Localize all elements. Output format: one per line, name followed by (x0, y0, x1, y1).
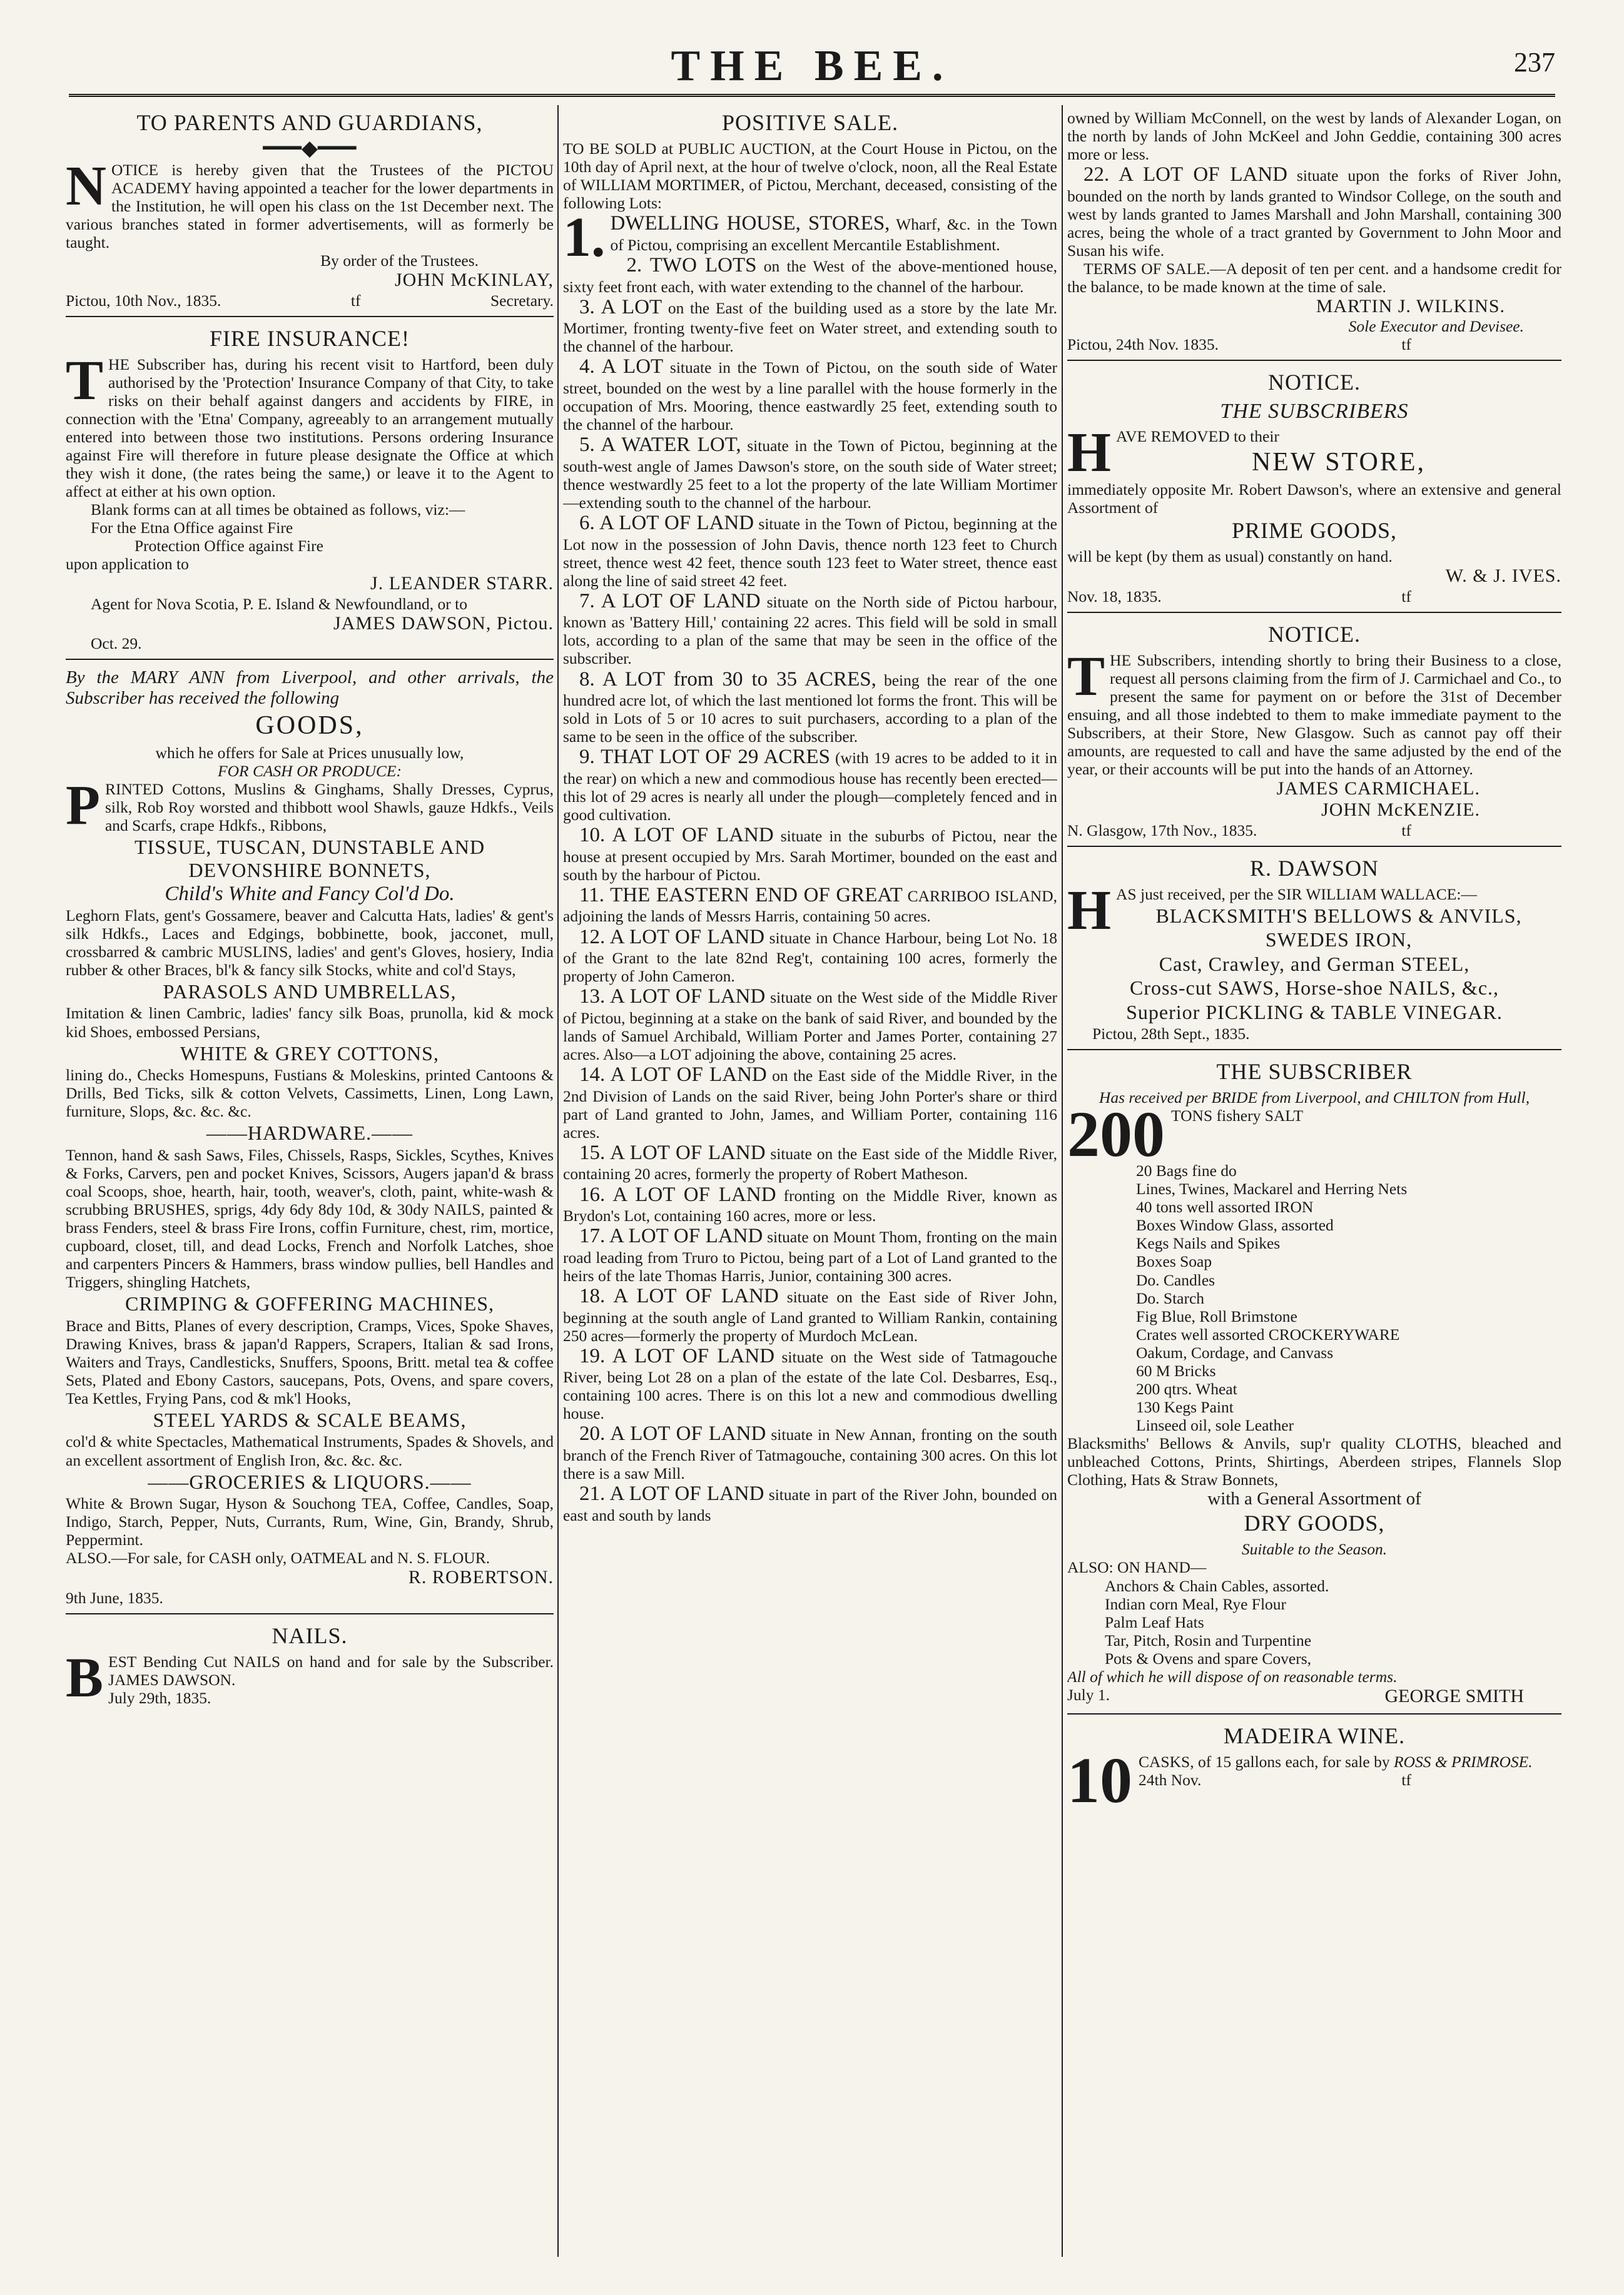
ad-terms: FOR CASH OR PRODUCE: (218, 761, 402, 780)
ad-sale-continued (1067, 105, 1561, 361)
ad-positive-sale (563, 105, 1057, 1531)
ad-body: lining do., Checks Homespuns, Fustians & Moleskins, printed Cantoons & Drills, Bed Ticks, silk & cotton Velvets, Cassimetts, Linen, Long Lawn, furniture, Slops, &c. &c. &c. (66, 1066, 554, 1121)
lot-body: fronting on the Middle River, known as Brydon's Lot, containing 160 acres, more or less. (563, 1186, 1057, 1225)
ad-date: Nov. 18, 1835. (1067, 587, 1162, 605)
lot-heading: 19. A LOT OF LAND (579, 1344, 775, 1367)
ad-intro: TO BE SOLD at PUBLIC AUCTION, at the Court House in Pictou, on the 10th day of April next, at the hour of twelve o'clock, noon, all the Real Estate of WILLIAM MORTIMER, of Pictou, Merchant, deceased, consisting of the following Lots: (563, 139, 1057, 213)
lot-body: situate upon the forks of River John, bounded on the north by lands granted to Windsor College, on the south and west by lands granted to James Marshall and John Marshall, containing 300 acres, being the whole of a tract granted by Government to John Moor and Susan his wife. (1067, 166, 1561, 260)
list-item: Lines, Twines, Mackarel and Herring Nets (1136, 1180, 1408, 1198)
list-item: Fig Blue, Roll Brimstone (1136, 1307, 1297, 1325)
ad-title: NAILS. (272, 1623, 348, 1648)
ad-item: BLACKSMITH'S BELLOWS & ANVILS, (1155, 904, 1522, 927)
lot-body: situate on the West side of Tatmagouche River, being Lot 28 on a plan of the estate of the late Col. Desbarres, Esq., containing 100 acres. There is on this lot a new and commodious dwelling house. (563, 1347, 1057, 1423)
ad-subhead: TISSUE, TUSCAN, DUNSTABLE AND DEVONSHIRE BONNETS, (134, 836, 485, 881)
ad-footer (1139, 1771, 1561, 1789)
ad-subhead: STEEL YARDS & SCALE BEAMS, (153, 1409, 467, 1432)
list-item: Linseed oil, sole Leather (1136, 1416, 1294, 1435)
lot-entry (563, 296, 1057, 356)
large-numeral: 10 (1067, 1745, 1132, 1817)
ad-item: SWEDES IRON, (1265, 928, 1413, 951)
lot-heading: 6. A LOT OF LAND (579, 511, 754, 534)
lot-heading: 12. A LOT OF LAND (579, 925, 765, 948)
ad-signer: R. ROBERTSON. (408, 1567, 554, 1588)
lot-heading: 18. A LOT OF LAND (579, 1284, 779, 1307)
ad-footer (66, 291, 554, 310)
lot-body: situate in the suburbs of Pictou, near the house at present occupied by Mrs. Sarah Mortimer, bounded on the east and south by the harbour of Pictou. (563, 827, 1057, 884)
drop-cap: B (66, 1646, 104, 1709)
lot-body: CARRIBOO ISLAND, adjoining the lands of Messrs Harris, containing 50 acres. (563, 886, 1057, 926)
ad-body: will be kept (by them as usual) constantly on hand. (1067, 547, 1393, 566)
ad-title: MADEIRA WINE. (1223, 1723, 1406, 1749)
ad-subhead: WHITE & GREY COTTONS, (180, 1041, 439, 1065)
list-item: Do. Candles (1136, 1270, 1215, 1289)
lot-body: situate in Chance Harbour, being Lot No. 18 of the Grant to the late 82nd Reg't, containing 100 acres, formerly the property of John Cameron. (563, 928, 1057, 986)
ad-terms: TERMS OF SALE.—A deposit of ten per cent. and a handsome credit for the balance, to be made known at the time of sale. (1067, 260, 1561, 296)
lot-heading: 10. A LOT OF LAND (579, 824, 774, 847)
page-number: 237 (1514, 47, 1555, 78)
ad-signer: J. LEANDER STARR. (370, 573, 554, 594)
lot-entry (563, 668, 1057, 746)
lot-heading: 15. A LOT OF LAND (579, 1141, 766, 1164)
lot-heading: 11. THE EASTERN END OF GREAT (579, 883, 903, 906)
ad-also: ALSO: ON HAND— (1067, 1558, 1207, 1577)
tf-mark: tf (1401, 1771, 1411, 1790)
ad-agent-line: Agent for Nova Scotia, P. E. Island & Newfoundland, or to (91, 594, 467, 613)
lot-entry (563, 590, 1057, 668)
ad-body: col'd & white Spectacles, Mathematical Instruments, Spades & Shovels, and an excellent assortment of English Iron, &c. &c. &c. (66, 1432, 554, 1469)
drop-cap: H (1067, 422, 1112, 484)
lot-heading: 20. A LOT OF LAND (579, 1422, 766, 1446)
ad-body: Brace and Bitts, Planes of every description, Cramps, Vices, Spoke Shaves, Drawing Knives, brass & japan'd Rappers, Scrapers, Italian & sad Irons, Waiters and Trays, Candlesticks, Snuffers, Spoons, Britt. metal tea & coffee Sets, Plated and Ebony Castors, saucepans, Pots, Ovens, and spare covers, Tea Kettles, Frying Pans, cod & mk'l Hooks, (66, 1316, 554, 1407)
ad-nails (66, 1618, 554, 1713)
ad-body: Tennon, hand & sash Saws, Files, Chissels, Rasps, Sickles, Scythes, Knives & Forks, Carvers, pen and pocket Knives, Scissors, Augers japan'd & brass coal Scoops, shoe, hearth, hair, tooth, weaver's, cloth, paint, white-wash & scrubbing BRUSHES, sprigs, 4dy 6dy 8dy 10d, & 30dy NAILS, painted & brass Fenders, steel & brass Fire Irons, coffin Furniture, chest, rim, mortice, cupboard, closet, till, and dead Locks, French and Norfolk Latches, shoe and carpenters Pincers & Hammers, brass window pullies, bell Handles and Triggers, shingling Hatchets, (66, 1145, 554, 1292)
ad-body: Imitation & linen Cambric, ladies' fancy silk Boas, prunolla, kid & mock kid Shoes, embossed Persians, (66, 1004, 554, 1041)
ad-subhead-italic: Child's White and Fancy Col'd Do. (165, 883, 455, 906)
ad-line: Protection Office against Fire (134, 537, 323, 555)
lot-entry (563, 926, 1057, 986)
ad-body: OTICE is hereby given that the Trustees of the PICTOU ACADEMY having appointed a teacher for the lower departments in the Institution, he will open his class on the 1st December next. The various branches stated in former advertisements, will as formerly be taught. (66, 161, 554, 252)
lot-heading: 21. A LOT OF LAND (579, 1482, 764, 1506)
column-middle (563, 105, 1057, 2257)
ad-intro: Has received per BRIDE from Liverpool, and CHILTON from Hull, (1099, 1088, 1530, 1107)
tf-mark: tf (350, 291, 361, 310)
lot-body: situate in New Annan, fronting on the south branch of the French River of Tatmagouche, containing 300 acres. On this lot there is a saw Mill. (563, 1426, 1057, 1483)
ad-also: ALSO.—For sale, for CASH only, OATMEAL and N. S. FLOUR. (66, 1549, 490, 1568)
ad-subhead: ——HARDWARE.—— (206, 1122, 414, 1145)
ad-title: POSITIVE SALE. (722, 110, 898, 135)
tf-mark: tf (1401, 821, 1411, 839)
drop-cap: P (66, 774, 100, 837)
ad-body: AVE REMOVED to their (1116, 427, 1279, 446)
lot-entry (563, 884, 1057, 926)
ad-line: For the Etna Office against Fire (91, 519, 293, 537)
ad-item: TONS fishery SALT (1171, 1107, 1304, 1125)
lot-entry (563, 1422, 1057, 1482)
ad-date: Pictou, 28th Sept., 1835. (1092, 1025, 1250, 1043)
lot-heading: 5. A WATER LOT, (579, 433, 741, 457)
ad-signer: JAMES DAWSON, Pictou. (333, 612, 554, 634)
ad-item: Superior PICKLING & TABLE VINEGAR. (1126, 1000, 1503, 1023)
lot-body: situate in part of the River John, bounded on east and south by lands (563, 1486, 1057, 1524)
masthead-title: THE BEE. (671, 42, 953, 90)
lot-heading: 8. A LOT from 30 to 35 ACRES, (579, 667, 876, 691)
ad-date: Pictou, 24th Nov. 1835. (1067, 335, 1219, 354)
ad-carmichael-notice (1067, 617, 1561, 847)
lot-body: on the East side of the Middle River, in the 2nd Division of Lands on the said River, being John Porter's share or third part of Land granted to John, James, and William Porter, containing 116 acres. (563, 1066, 1057, 1142)
list-item: Crates well assorted CROCKERYWARE (1136, 1325, 1400, 1344)
ad-blank-forms: Blank forms can at all times be obtained as follows, viz:— (91, 500, 465, 519)
ad-body: immediately opposite Mr. Robert Dawson's, where an extensive and general Assortment of (1067, 480, 1561, 517)
lot-entry (563, 1482, 1057, 1524)
list-item: 130 Kegs Paint (1136, 1397, 1234, 1416)
lot-body: situate on Mount Thom, fronting on the main road leading from Truro to Pictou, being part of a Lot of Land granted to the heirs of the late Thomas Harris, Junior, containing 300 acres. (563, 1228, 1057, 1285)
ad-signer: W. & J. IVES. (1445, 565, 1561, 587)
ad-madeira-wine (1067, 1718, 1561, 1817)
list-item: Pots & Ovens and spare Covers, (1105, 1649, 1312, 1668)
lot-body: on the West of the above-mentioned house, sixty feet front each, with water extending to the channel of the harbour. (563, 256, 1057, 296)
lot-entry (563, 1142, 1057, 1183)
list-item: Kegs Nails and Spikes (1136, 1234, 1281, 1253)
lot-heading: 7. A LOT OF LAND (579, 589, 761, 612)
lot-body: (with 19 acres to be added to it in the rear) on which a new and commodious house has recently been erected—this lot of 29 acres is nearly all under the plough—completely fenced and in good cultivation. (563, 749, 1057, 824)
ad-signer: JOHN McKINLAY, (394, 270, 554, 291)
lot-body: situate in the Town of Pictou, on the south side of Water street, bounded on the west by a line parallel with the house formerly in the occupation of Mrs. Mooring, thence eastwardly 25 feet, extending south to the channel of the harbour. (563, 358, 1057, 434)
drop-cap: T (1067, 645, 1105, 707)
list-item: Indian corn Meal, Rye Flour (1105, 1594, 1287, 1613)
ad-footer (1067, 335, 1561, 353)
ad-date: Pictou, 10th Nov., 1835. (66, 291, 221, 310)
ad-footer (1067, 1686, 1561, 1707)
lot-entry (563, 1225, 1057, 1285)
ad-subhead: CRIMPING & GOFFERING MACHINES, (124, 1292, 495, 1315)
lot-heading: 9. THAT LOT OF 29 ACRES (579, 746, 830, 769)
ad-signer: JAMES DAWSON. (108, 1670, 236, 1689)
drop-cap: T (66, 349, 104, 412)
ad-body: HE Subscribers, intending shortly to bring their Business to a close, request all persons claiming from the firm of J. Carmichael and Co., to present the same for payment on or before the 31st of December ensuing, and all those indebted to them to make immediate payment to the Subscribers, at their Store, New Glasgow. Such as cannot pay off their amounts, are requested to call and have the same adjusted by the end of the year, or their accounts will be put into the hands of an Attorney. (1067, 651, 1561, 779)
lot-entry (563, 1285, 1057, 1345)
lot-body: situate on the West side of the Middle River of Pictou, beginning at a stake on the bank of said River, and bounded by the lands of Samuel Archibald, William Porter and James Porter, containing 27 acres. Also—a LOT adjoining the above, containing 25 acres. (563, 988, 1057, 1064)
ad-body: owned by William McConnell, on the west by lands of Alexander Logan, on the north by lands of John McKeel and John Geddie, containing 300 acres more or less. (1067, 109, 1561, 164)
list-item: Oakum, Cordage, and Canvass (1136, 1343, 1334, 1362)
ad-signer-role: Sole Executor and Devisee. (1348, 317, 1524, 336)
drop-cap: N (66, 155, 106, 218)
lot-entry (563, 254, 1057, 296)
ad-signer: ROSS & PRIMROSE. (1393, 1753, 1533, 1771)
ad-title: R. DAWSON (1249, 855, 1379, 881)
list-item: Anchors & Chain Cables, assorted. (1105, 1576, 1329, 1595)
ad-subhead: PARASOLS AND UMBRELLAS, (163, 980, 457, 1003)
ad-date: 24th Nov. (1139, 1771, 1202, 1790)
ad-body: RINTED Cottons, Muslins & Ginghams, Shally Dresses, Cyprus, silk, Rob Roy worsted and thibbott wool Shawls, gauze Hdkfs., Veils and Scarfs, crape Hdkfs., Ribbons, (104, 780, 554, 835)
list-item: Boxes Window Glass, assorted (1136, 1216, 1334, 1235)
column-rule (1062, 105, 1063, 2257)
ad-footer (1067, 821, 1561, 839)
column-left (66, 105, 554, 2257)
ad-heading: GOODS, (255, 711, 364, 741)
ad-body: AS just received, per the SIR WILLIAM WALLACE:— (1116, 884, 1477, 903)
lot-entry (563, 1063, 1057, 1142)
list-item: Tar, Pitch, Rosin and Turpentine (1105, 1631, 1312, 1649)
ad-fire-insurance (66, 321, 554, 660)
ad-dawson (1067, 851, 1561, 1051)
lot-entry (563, 433, 1057, 512)
lot-body: situate on the East side of River John, beginning at the south angle of Land granted to William Rankin, containing 250 acres—formerly the property of Murdoch McLean. (563, 1287, 1057, 1345)
ad-george-smith (1067, 1054, 1561, 1715)
list-item: Palm Leaf Hats (1105, 1613, 1204, 1631)
ornament-rule: ━━━◆━━━ (263, 137, 357, 161)
lot-entry (563, 1345, 1057, 1423)
lot-entry (563, 824, 1057, 884)
ad-body: HE Subscriber has, during his recent visit to Hartford, been duly authorised by the 'Protection' Insurance Company of that City, to take risks on their behalf against dangers and accidents by FIRE, in connection with the 'Etna' Company, agreeably to an arrangement mutually entered into between those two institutions. Persons ordering Insurance against Fire will therefore in future please designate the Office at which they wish it done, (the rates being the same,) or leave it to the Agent to affect at either at his own option. (66, 355, 554, 501)
lot-entry (563, 746, 1057, 824)
lot-body: on the East of the building used as a store by the late Mr. Mortimer, fronting twenty-five feet on Water street, and extending south to the channel of the harbour. (563, 298, 1057, 356)
ad-title: NOTICE. (1268, 370, 1361, 395)
lot-heading: 2. TWO LOTS (626, 253, 757, 276)
lot-heading: 16. A LOT OF LAND (579, 1183, 776, 1206)
lot-body: situate in the Town of Pictou, beginning at the Lot now in the possession of John Davis, thence north 123 feet to Church street, thence west 42 feet, thence south 123 feet to Water street, thence east along the line of said street 42 feet. (563, 514, 1057, 590)
tf-mark: tf (1401, 587, 1411, 605)
ad-title: NOTICE. (1268, 621, 1361, 647)
ad-date: July 29th, 1835. (108, 1688, 211, 1707)
also-list (1067, 1577, 1561, 1668)
ad-item: Cast, Crawley, and German STEEL, (1159, 952, 1470, 975)
drop-cap: H (1067, 879, 1112, 941)
drop-cap: 1. (563, 206, 606, 269)
lot-heading: 17. A LOT OF LAND (579, 1225, 763, 1248)
ad-closing: All of which he will dispose of on reasonable terms. (1067, 1667, 1398, 1686)
ad-goods (66, 664, 554, 1614)
ad-title: THE SUBSCRIBER (1216, 1059, 1413, 1085)
ad-body: CASKS, of 15 gallons each, for sale by (1139, 1753, 1390, 1771)
lot-body: situate in the Town of Pictou, beginning at the south-west angle of James Dawson's store, on the south side of Water street; thence westwardly 25 feet to a lot the property of the late William Mortimer—extending south to the channel of the harbour. (563, 437, 1057, 512)
ad-date: Oct. 29. (91, 634, 142, 652)
lot-heading: 22. A LOT OF LAND (1084, 163, 1287, 186)
ad-title: TO PARENTS AND GUARDIANS, (136, 110, 483, 135)
ad-heading: NEW STORE, (1251, 448, 1426, 477)
ad-intro: By the MARY ANN from Liverpool, and other arrivals, the Subscriber has received the following (66, 667, 554, 708)
lot-entry (563, 985, 1057, 1063)
list-item: Boxes Soap (1136, 1252, 1212, 1271)
lot-entry (563, 355, 1057, 433)
list-item: Do. Starch (1136, 1289, 1205, 1307)
ad-heading: PRIME GOODS, (1231, 518, 1398, 544)
ad-signer: JOHN McKENZIE. (1321, 799, 1480, 821)
item-list (1067, 1162, 1561, 1434)
ad-signer: JAMES CARMICHAEL. (1276, 778, 1480, 799)
lot-heading: 13. A LOT OF LAND (579, 985, 766, 1008)
lot-body: Wharf, &c. in the Town of Pictou, comprising an excellent Mercantile Establishment. (610, 215, 1057, 254)
ad-signer: GEORGE SMITH (1384, 1685, 1524, 1706)
lot-heading: 3. A LOT (579, 295, 662, 318)
lot-body: being the rear of the one hundred acre lot, of which the last mentioned lot forms the front. This will be sold in Lots of 5 or 10 acres to suit purchasers, according to a plan of the same to be seen in the office of the subscriber. (563, 671, 1057, 746)
lot-heading: 4. A LOT (579, 355, 664, 378)
ad-body: Leghorn Flats, gent's Gossamere, beaver and Calcutta Hats, ladies' & gent's silk Hdkfs., Laces and Edgings, bobbinette, book, jacconet, mull, crossbarred & cambric MUSLINS, ladies' and gent's Gloves, hosiery, India rubber & other Braces, bl'k & fancy silk Stocks, white and col'd Stays, (66, 906, 554, 979)
ad-line: upon application to (66, 555, 189, 574)
column-rule (557, 105, 559, 2257)
list-item: 20 Bags fine do (1136, 1162, 1237, 1180)
lot-body: situate on the North side of Pictou harbour, known as 'Battery Hill,' containing 22 acres. This field will be sold in small lots, according to a plan of the same that may be seen in the office of the subscriber. (563, 592, 1057, 668)
lot-body: situate on the East side of the Middle River, containing 20 acres, formerly the property of Robert Matheson. (563, 1144, 1057, 1183)
ad-body: EST Bending Cut NAILS on hand and for sale by the Subscriber. (108, 1652, 554, 1671)
column-right (1067, 105, 1561, 2257)
ad-suitable: Suitable to the Season. (1241, 1540, 1388, 1559)
ad-subhead: ——GROCERIES & LIQUORS.—— (148, 1470, 472, 1493)
ad-body: Blacksmiths' Bellows & Anvils, sup'r quality CLOTHS, bleached and unbleached Cottons, Prints, Shirtings, Aberdeen stripes, Flannels Slop Clothing, Hats & Straw Bonnets, (1067, 1434, 1561, 1489)
ad-role: Secretary. (490, 291, 554, 310)
lot-entry (563, 512, 1057, 590)
ad-footer (1067, 587, 1561, 605)
lot-entry (563, 1183, 1057, 1225)
ad-date: July 1. (1067, 1685, 1110, 1704)
lot-heading: 14. A LOT OF LAND (579, 1063, 767, 1087)
ad-order-line: By order of the Trustees. (320, 251, 479, 270)
ad-heading: DRY GOODS, (1244, 1511, 1385, 1536)
list-item: 60 M Bricks (1136, 1361, 1216, 1380)
ad-signer: MARTIN J. WILKINS. (1316, 296, 1505, 317)
ad-body: White & Brown Sugar, Hyson & Souchong TEA, Coffee, Candles, Soap, Indigo, Starch, Pepper, Nuts, Currants, Rum, Wine, Gin, Brandy, Shrub, Peppermint. (66, 1494, 554, 1549)
list-item: 200 qtrs. Wheat (1136, 1379, 1237, 1398)
ad-parents-guardians (66, 105, 554, 317)
ad-date: N. Glasgow, 17th Nov., 1835. (1067, 821, 1257, 839)
ad-ives-notice (1067, 365, 1561, 612)
lot-heading: DWELLING HOUSE, STORES, (610, 212, 890, 235)
large-numeral: 200 (1067, 1098, 1165, 1171)
ad-title: FIRE INSURANCE! (209, 325, 410, 351)
lot-list (563, 254, 1057, 1524)
ad-item: Cross-cut SAWS, Horse-shoe NAILS, &c., (1129, 976, 1500, 1000)
ad-subtitle: THE SUBSCRIBERS (1220, 399, 1409, 423)
tf-mark: tf (1401, 335, 1411, 354)
ad-with: with a General Assortment of (1207, 1489, 1421, 1509)
list-item: 40 tons well assorted IRON (1136, 1198, 1314, 1217)
ad-offer: which he offers for Sale at Prices unusually low, (155, 743, 464, 762)
masthead (69, 38, 1555, 97)
ad-date: 9th June, 1835. (66, 1588, 163, 1607)
